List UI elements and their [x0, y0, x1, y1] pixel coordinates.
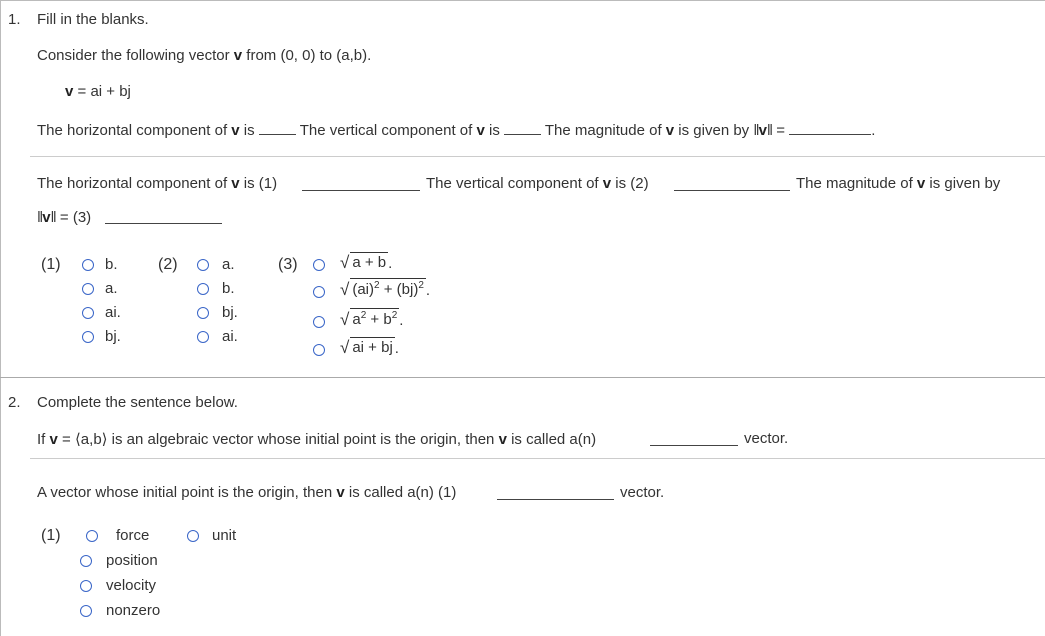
left-border: [0, 0, 1, 636]
q2-answer-blank[interactable]: [497, 499, 614, 500]
g3-radio-3[interactable]: [313, 316, 325, 328]
g1-option-2: a.: [105, 280, 118, 297]
norm-v: v: [758, 122, 767, 139]
tail: .: [399, 312, 404, 329]
a-horiz-post: is (1): [239, 175, 278, 192]
radicand-mid: + b: [366, 311, 392, 328]
g1-radio-4[interactable]: [82, 331, 94, 343]
question-2-number: 2.: [8, 394, 21, 411]
group-2-label: (2): [158, 256, 178, 273]
q2-s-v: v: [49, 431, 58, 448]
q2-blank: [650, 445, 738, 446]
q2-a-post: is called a(n) (1): [344, 484, 457, 501]
norm-open: ‖: [753, 122, 759, 139]
tail: .: [388, 255, 393, 272]
question-1-sentence: [37, 122, 875, 139]
g2-radio-1[interactable]: [197, 259, 209, 271]
g3-option-3: [340, 308, 403, 329]
q2-option-extra: unit: [212, 527, 237, 544]
q2-group-label: (1): [41, 527, 61, 544]
g2-radio-4[interactable]: [197, 331, 209, 343]
a-norm-post: = (3): [55, 209, 92, 226]
g1-radio-1[interactable]: [82, 259, 94, 271]
period: .: [871, 122, 876, 139]
tail: .: [394, 340, 399, 357]
a-vert-pre: The vertical component of: [426, 175, 603, 192]
divider-q2: [30, 458, 1045, 459]
answer-vertical: [426, 175, 649, 192]
radicand-a: a: [352, 311, 361, 328]
intro-pre: Consider the following vector: [37, 47, 234, 64]
radicand: [350, 308, 399, 328]
g3-option-4: [340, 337, 399, 357]
question-1-number: 1.: [8, 11, 21, 28]
g3-radio-1[interactable]: [313, 259, 325, 271]
tail: .: [425, 282, 431, 299]
top-border: [0, 0, 1045, 1]
q2-s-pre: If: [37, 431, 50, 448]
g3-option-1: [340, 252, 392, 272]
exp-b: 2: [391, 310, 398, 321]
s2-pre: The vertical component of: [295, 122, 477, 139]
exp-a: 2: [374, 280, 380, 291]
g2-radio-3[interactable]: [197, 307, 209, 319]
sqrt-icon: √: [340, 280, 350, 299]
norm-close: ‖: [766, 122, 773, 139]
g3-option-2: [340, 278, 430, 299]
exp-b: 2: [418, 280, 424, 291]
q2-s-v2: v: [498, 431, 507, 448]
s2-is: is: [484, 122, 504, 139]
group-1-label: (1): [41, 256, 61, 273]
q2-option-4: nonzero: [106, 602, 161, 619]
answer-blank-1[interactable]: [302, 190, 420, 191]
q2-option-3: velocity: [106, 577, 157, 594]
a-mag-pre: The magnitude of: [796, 175, 917, 192]
q2-radio-3[interactable]: [80, 580, 92, 592]
question-1-title: Fill in the blanks.: [37, 11, 149, 28]
g3-radio-2[interactable]: [313, 286, 325, 298]
q2-option-2: position: [106, 552, 158, 569]
q2-option-1: force: [116, 527, 150, 544]
a-mag-post: is given by: [925, 175, 1001, 192]
g1-option-4: bj.: [105, 328, 121, 345]
q2-answer-sentence: [37, 484, 456, 501]
sqrt-icon: √: [340, 338, 350, 357]
group-3-label: (3): [278, 256, 298, 273]
a-norm-open: ‖: [37, 209, 43, 226]
question-1-intro: [37, 47, 371, 64]
a-vert-v: v: [602, 175, 612, 192]
blank-1: [259, 122, 296, 135]
blank-2: [504, 122, 541, 135]
a-norm-close: ‖: [50, 209, 56, 226]
g2-radio-2[interactable]: [197, 283, 209, 295]
radicand: ai + bj: [352, 339, 393, 356]
answer-blank-3[interactable]: [105, 223, 222, 224]
q2-a-v: v: [336, 484, 345, 501]
sqrt-icon: √: [340, 310, 350, 329]
radicand: [350, 278, 426, 298]
answer-blank-2[interactable]: [674, 190, 790, 191]
vector-equation: [65, 83, 131, 100]
s1-is: is: [239, 122, 259, 139]
a-vert-post: is (2): [611, 175, 649, 192]
radicand: a + b: [352, 254, 387, 271]
s3-v: v: [665, 122, 675, 139]
s3-pre: The magnitude of: [540, 122, 666, 139]
answer-magnitude: [796, 175, 1000, 192]
q2-s-post: is called a(n): [506, 431, 597, 448]
eq-v: v: [65, 83, 74, 100]
s1-pre: The horizontal component of: [37, 122, 232, 139]
question-separator: [0, 377, 1045, 378]
g1-radio-2[interactable]: [82, 283, 94, 295]
question-2-sentence: [37, 430, 596, 448]
a-horiz-v: v: [231, 175, 240, 192]
q2-radio-2[interactable]: [80, 555, 92, 567]
intro-post: from (0, 0) to (a,b).: [242, 47, 372, 64]
question-2-title: Complete the sentence below.: [37, 394, 238, 411]
a-norm-v: v: [42, 209, 51, 226]
answer-norm: [37, 209, 91, 226]
eq-sign: =: [772, 122, 790, 139]
g1-option-3: ai.: [105, 304, 121, 321]
blank-3: [789, 122, 871, 135]
q2-a-end: vector.: [620, 484, 665, 501]
g2-option-1: a.: [222, 256, 235, 273]
q2-s-mid: = ⟨a,b⟩ is an algebraic vector whose initial point is the origin, then: [57, 431, 499, 448]
intro-v: v: [233, 47, 243, 64]
radicand-mid: + (bj): [379, 281, 419, 298]
answer-horizontal: [37, 175, 277, 192]
divider-q1: [30, 156, 1045, 157]
s1-v: v: [231, 122, 240, 139]
s3-post: is given by: [674, 122, 754, 139]
s2-v: v: [476, 122, 485, 139]
exp-a: 2: [360, 310, 367, 321]
q2-radio-4[interactable]: [80, 605, 92, 617]
g1-radio-3[interactable]: [82, 307, 94, 319]
q2-radio-1[interactable]: [86, 530, 98, 542]
g1-option-1: b.: [105, 256, 118, 273]
g2-option-2: b.: [222, 280, 235, 297]
q2-s-end: vector.: [744, 430, 789, 447]
a-horiz-pre: The horizontal component of: [37, 175, 232, 192]
g2-option-3: bj.: [222, 304, 238, 321]
radicand-a: (ai): [352, 281, 375, 298]
g2-option-4: ai.: [222, 328, 238, 345]
a-mag-v: v: [916, 175, 926, 192]
sqrt-icon: √: [340, 253, 350, 272]
q2-radio-extra[interactable]: [187, 530, 199, 542]
eq-rest: = ai + bj: [73, 83, 131, 100]
g3-radio-4[interactable]: [313, 344, 325, 356]
q2-a-pre: A vector whose initial point is the origin, then: [37, 484, 337, 501]
